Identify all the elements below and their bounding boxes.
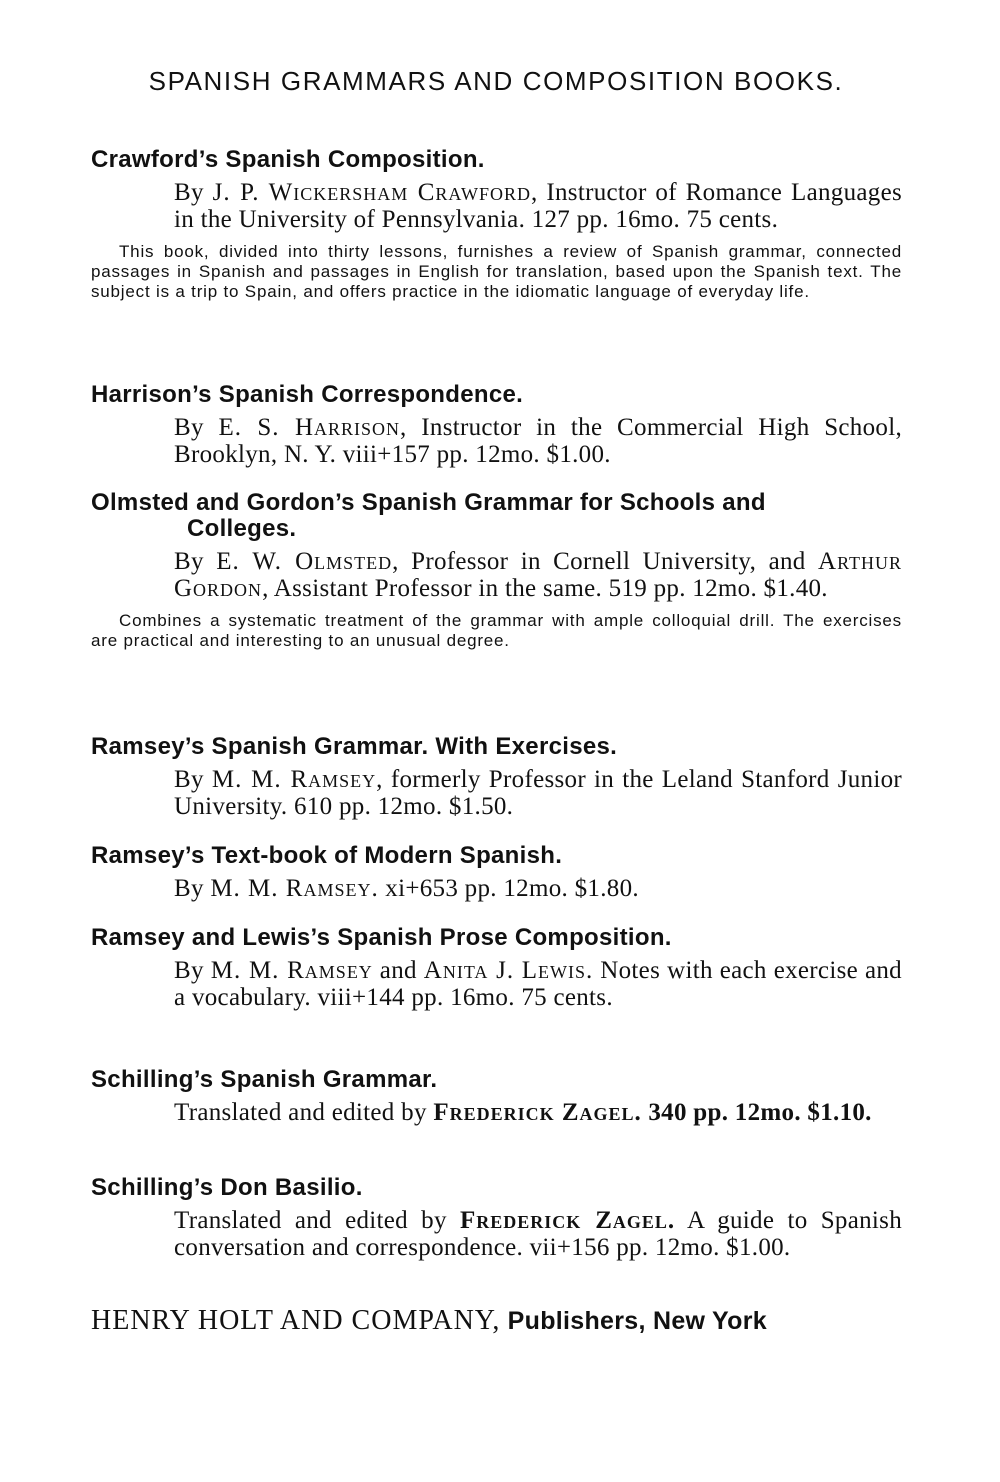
book-title: Schilling’s Don Basilio. [91,1174,363,1201]
author-name: M. M. Ramsey [210,957,373,984]
author-name: Arthur Gordon [174,548,902,602]
book-description: Translated and edited by Frederick Zagel. 340 pp. 12mo. $1.10. [174,1099,872,1126]
author-name: Anita J. Lewis. [423,957,594,984]
book-entry-ramsey-grammar [91,734,902,820]
publisher-location: Publishers, New York [500,1307,767,1335]
book-entry-ramsey-textbook [91,843,902,902]
book-entry-crawford [91,147,902,302]
author-name: M. M. Ramsey. [210,875,379,902]
book-description: By J. P. Wickersham Crawford, Instructor of Romance Languages in the University of Pennsylvania. 127 pp. 16mo. 75 cents. [174,179,903,233]
book-title: Harrison’s Spanish Correspondence. [91,381,524,408]
publisher-footer [91,1305,902,1337]
author-name: Frederick Zagel. [460,1207,676,1234]
book-description: By E. S. Harrison, Instructor in the Commercial High School, Brooklyn, N. Y. viii+157 pp. 12mo. $1.00. [174,414,903,468]
author-name: E. S. Harrison [218,414,401,441]
book-description: By E. W. Olmsted, Professor in Cornell University, and Arthur Gordon, Assistant Professor in the same. 519 pp. 12mo. $1.40. [174,548,902,602]
book-entry-ramsey-lewis [91,925,902,1011]
book-description: By M. M. Ramsey, formerly Professor in the Leland Stanford Junior University. 610 pp. 12mo. $1.50. [174,766,902,820]
author-name: E. W. Olmsted [216,548,393,575]
book-description: By M. M. Ramsey. xi+653 pp. 12mo. $1.80. [174,875,639,902]
book-title: Ramsey’s Text-book of Modern Spanish. [91,842,563,869]
book-title: Schilling’s Spanish Grammar. [91,1066,438,1093]
book-blurb: Combines a systematic treatment of the grammar with ample colloquial drill. The exercises are practical and interesting to an unusual degree. [91,611,902,650]
author-name: J. P. Wickersham Crawford [212,179,531,206]
page-heading: SPANISH GRAMMARS AND COMPOSITION BOOKS. [148,66,844,96]
book-entry-schilling-basilio [91,1175,902,1261]
author-name: M. M. Ramsey [211,766,377,793]
book-description: Translated and edited by Frederick Zagel. A guide to Spanish conversation and correspondence. vii+156 pp. 12mo. $1.00. [174,1207,902,1261]
book-entry-harrison [91,382,902,468]
book-title: Ramsey’s Spanish Grammar. With Exercises. [91,733,618,760]
book-title: Ramsey and Lewis’s Spanish Prose Composition. [91,924,672,951]
book-entry-olmsted-gordon [91,490,902,651]
author-name: Frederick Zagel. [433,1099,642,1126]
book-entry-schilling-grammar [91,1067,902,1126]
book-title: Olmsted and Gordon’s Spanish Grammar for Schools and Colleges. [91,489,766,542]
publisher-name: HENRY HOLT AND COMPANY, [91,1305,501,1336]
book-description: By M. M. Ramsey and Anita J. Lewis. Notes with each exercise and a vocabulary. viii+144 pp. 16mo. 75 cents. [174,957,902,1011]
book-blurb: This book, divided into thirty lessons, furnishes a review of Spanish grammar, connected passages in Spanish and passages in English for translation, based upon the Spanish text. The subject is a trip to Spain, and offers practice in the idiomatic language of everyday life. [91,242,902,301]
book-title: Crawford’s Spanish Composition. [91,146,485,173]
